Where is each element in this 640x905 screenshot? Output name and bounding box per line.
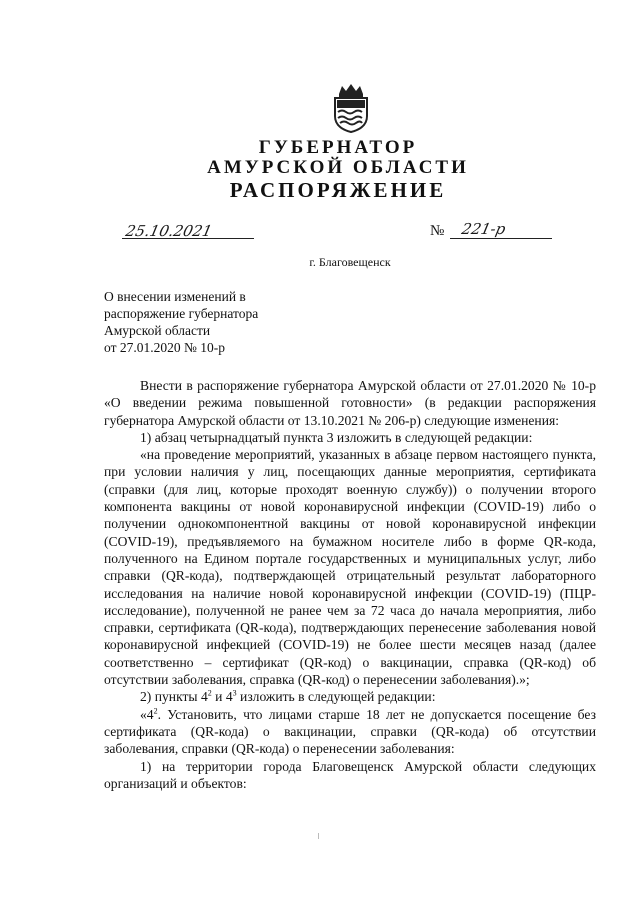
city-line: г. Благовещенск: [309, 255, 391, 269]
date-handwritten: 25.10.2021: [124, 222, 214, 240]
subject-line: от 27.01.2020 № 10-р: [104, 340, 225, 355]
subject-line: Амурской области: [104, 323, 211, 338]
page-mark: [318, 833, 319, 839]
header-governor: ГУБЕРНАТОР: [258, 137, 418, 158]
subject-line: О внесении изменений в: [104, 289, 246, 304]
number-underline: [450, 238, 552, 239]
item2-quote-sup: 2: [153, 706, 158, 716]
item2-sup2: 3: [232, 688, 237, 698]
header-region: АМУРСКОЙ ОБЛАСТИ: [207, 157, 469, 178]
item2-mid: и 4: [211, 689, 233, 705]
document-subject: [104, 288, 258, 356]
coat-of-arms-emblem-icon: [329, 82, 373, 134]
item1-text: «на проведение мероприятий, указанных в абзаце первом настоящего пункта, при условии наличия у лиц, посещающих данные мероприятия, сертификата (справки (для лиц, которые проходят военную службу)) о получении второго компонента вакцины от новой коронавирусной инфекции (COVID-19) либо о получении однокомпонентной вакцины от новой коронавирусной инфекции (COVID-19), предъявляемого на бумажном носителе либо в форме QR-кода, полученного на Едином портале государственных и муниципальных услуг, либо справки (QR-кода), подтверждающей отрицательный результат лабораторного исследования на наличие новой коронавирусной инфекции (COVID-19) (ПЦР-исследование), полученной не ранее чем за 72 часа до начала мероприятия, либо справки, сертификата (QR-кода), подтверждающих перенесение заболевания новой коронавирусной инфекцией (COVID-19) не более шести месяцев назад (далее соответственно – сертификат (QR-код) о вакцинации, справка (QR-код) об отсутствии заболевания, справка (QR-код) о перенесении заболевания).»;: [104, 447, 596, 688]
item2-quote-text: . Установить, что лицами старше 18 лет не допускается посещение без сертификата (QR-кода) о вакцинации, справки (QR-кода) об отсутствии заболевания, справки (QR-кода) о перенесении заболевания:: [104, 706, 596, 757]
document-body: [104, 377, 596, 792]
item2-quote: [104, 706, 596, 758]
number-handwritten: 221-р: [460, 220, 508, 238]
subject-line: распоряжение губернатора: [104, 306, 259, 321]
item1-heading: 1) абзац четырнадцатый пункта 3 изложить в следующей редакции:: [140, 429, 533, 445]
item2-quote-pre: «4: [140, 706, 154, 722]
header-doc-type: РАСПОРЯЖЕНИЕ: [229, 178, 447, 202]
item2-sup1: 2: [207, 688, 212, 698]
item2-pre: 2) пункты 4: [140, 689, 208, 705]
item2-post: изложить в следующей редакции:: [236, 689, 436, 705]
date-underline: [122, 238, 254, 239]
item2-heading: [104, 688, 596, 705]
item2-sub1: 1) на территории города Благовещенск Амурской области следующих организаций и объектов:: [104, 758, 596, 791]
intro-paragraph: Внести в распоряжение губернатора Амурской области от 27.01.2020 № 10-р «О введении режима повышенной готовности» (в редакции распоряжения губернатора Амурской области от 13.10.2021 № 206-р) следующие изменения:: [104, 378, 596, 428]
number-label: №: [430, 223, 445, 239]
